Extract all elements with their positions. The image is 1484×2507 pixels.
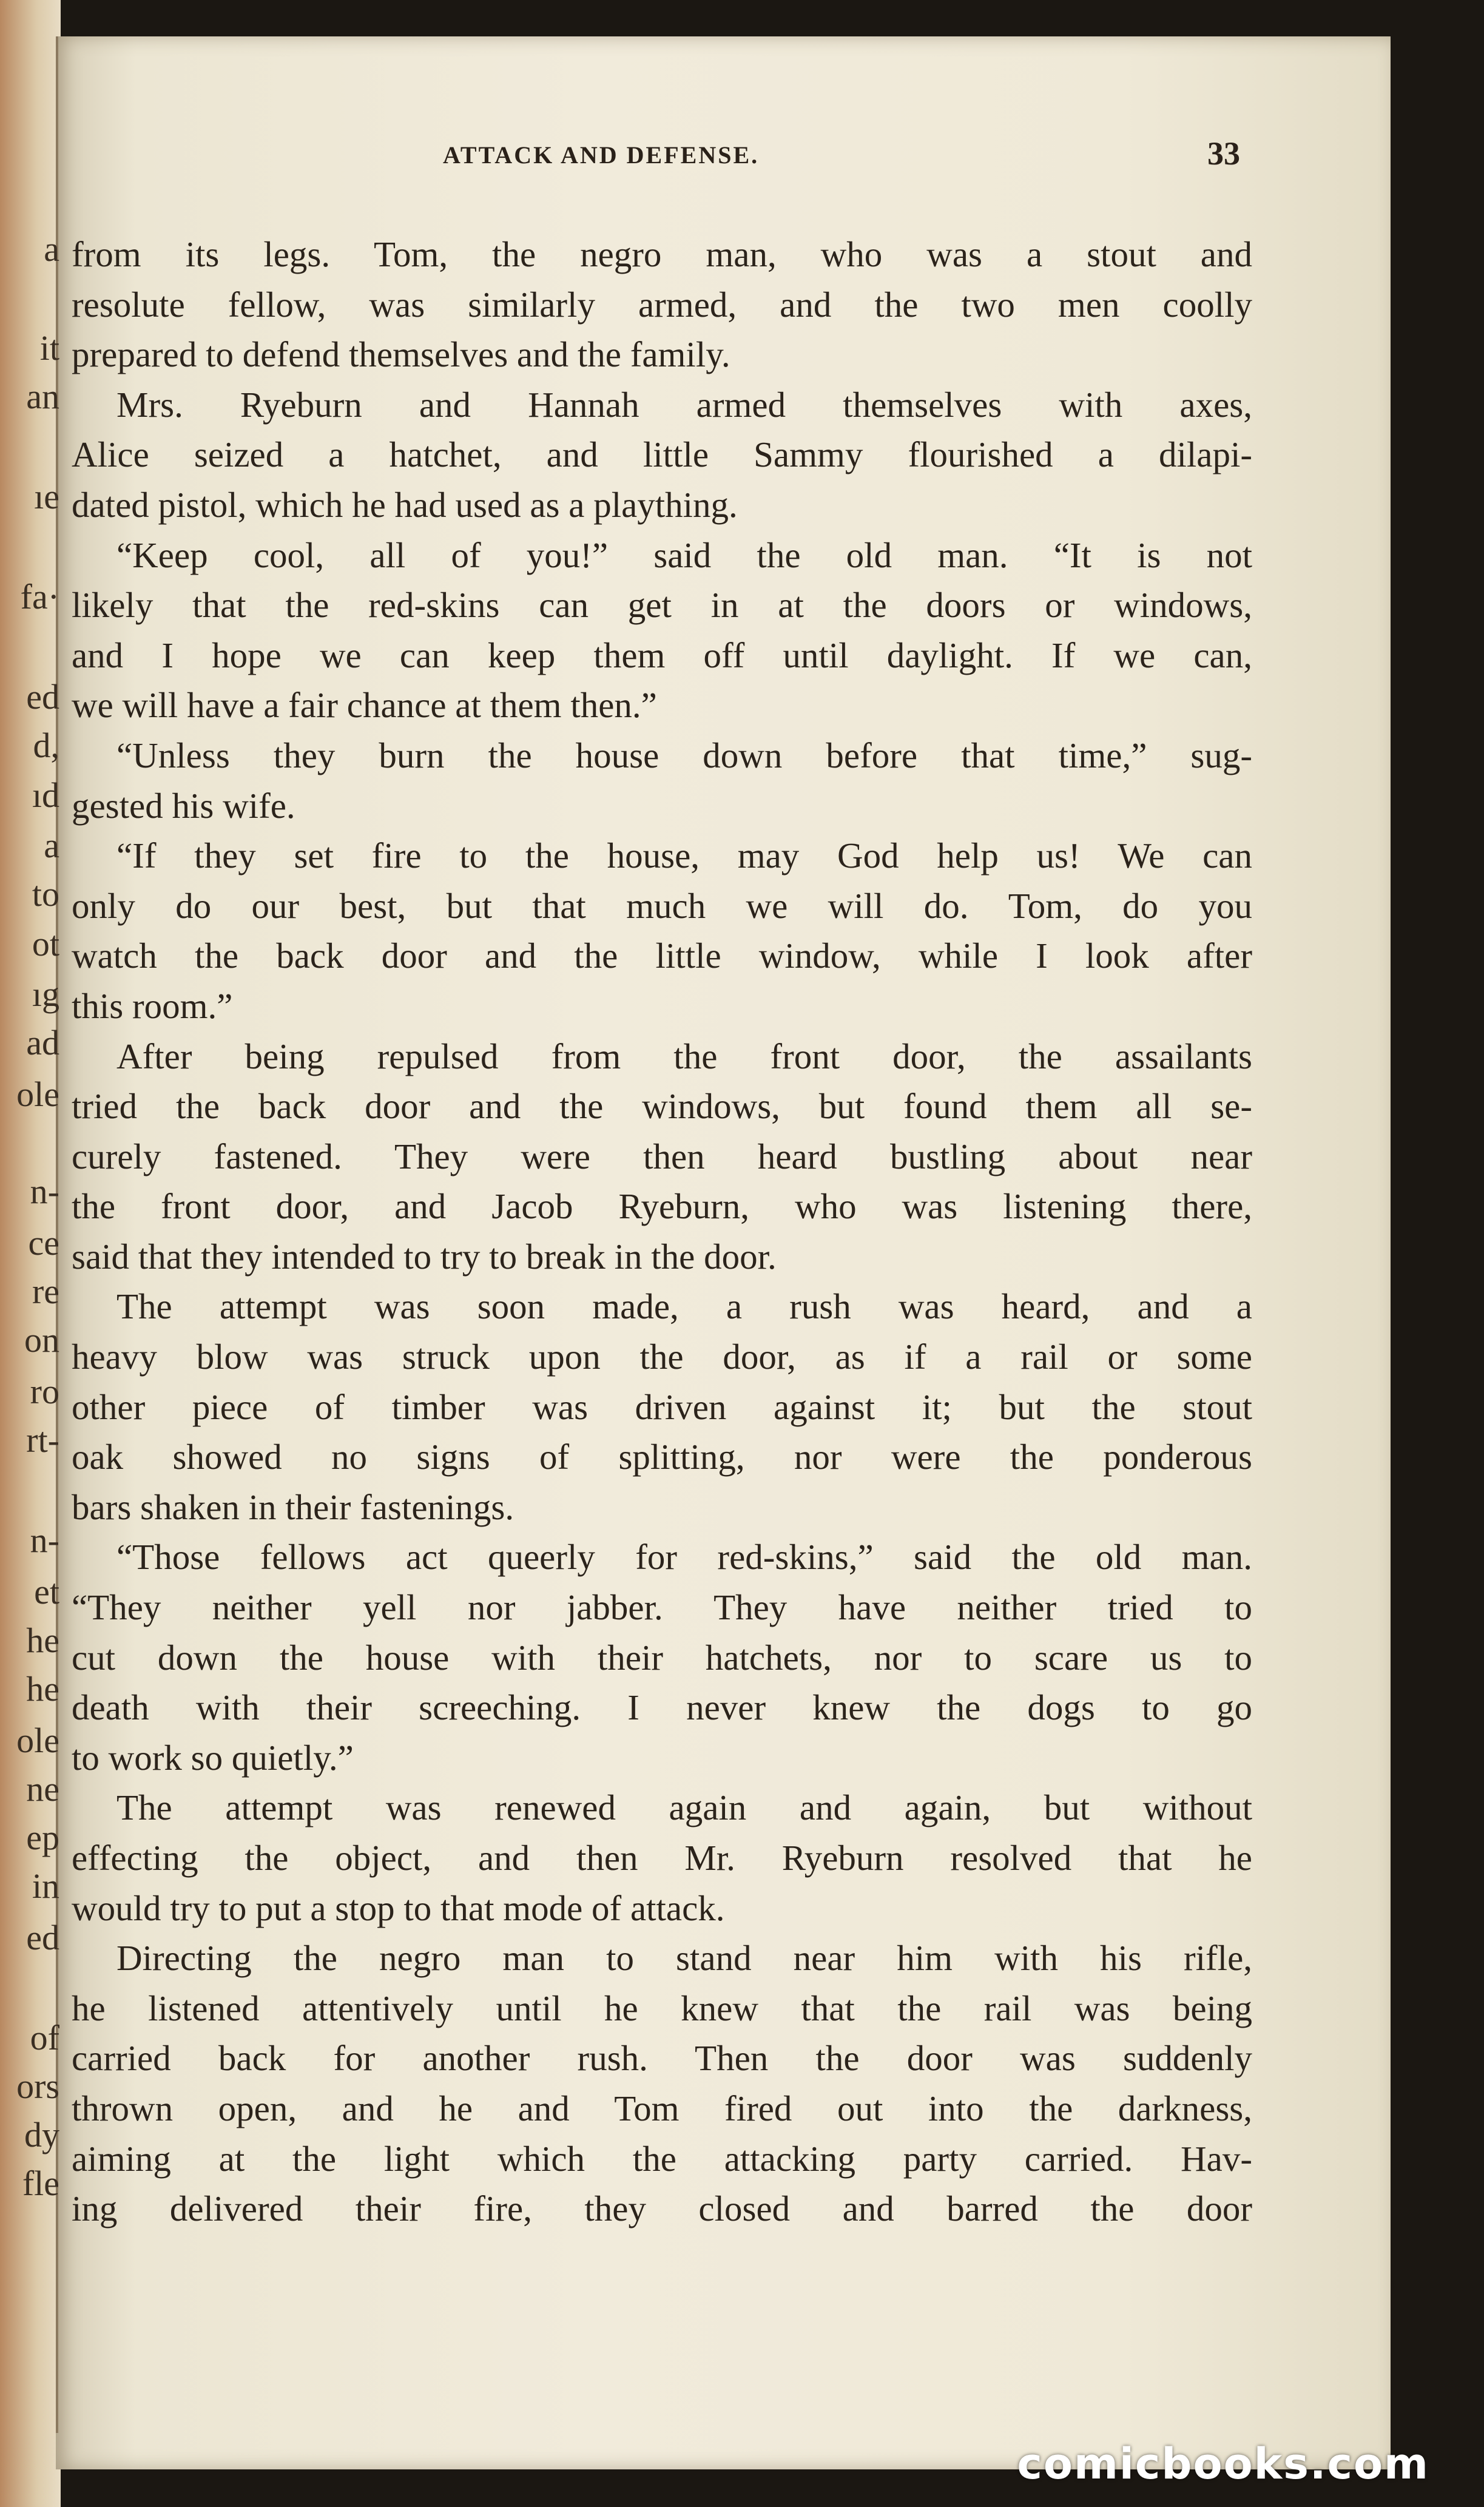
- body-text: [72, 229, 1252, 2234]
- text-line: dated pistol, which he had used as a plaything.: [72, 484, 738, 525]
- margin-fragment: a: [44, 826, 59, 865]
- text-line: “Keep cool, all of you!” said the old man. “It is not: [116, 535, 1252, 575]
- text-line: gested his wife.: [72, 785, 295, 826]
- margin-fragment: dy: [24, 2115, 59, 2154]
- text-line: would try to put a stop to that mode of attack.: [72, 1888, 725, 1928]
- text-line: “Unless they burn the house down before that time,” sug-: [116, 735, 1252, 775]
- margin-fragment: ad: [26, 1023, 59, 1062]
- margin-fragment: to: [32, 874, 59, 914]
- watermark: comicbooks.com: [1017, 2439, 1429, 2489]
- margin-fragment: n-: [30, 1520, 59, 1560]
- background-edge: [1391, 0, 1484, 2507]
- margin-fragment: ed: [26, 677, 59, 717]
- margin-fragment: it: [39, 328, 59, 368]
- margin-fragment: ne: [26, 1769, 59, 1809]
- margin-fragment: ro: [30, 1372, 59, 1411]
- margin-fragment: ole: [16, 1721, 59, 1760]
- page-number: 33: [1207, 135, 1240, 172]
- text-line: “If they set fire to the house, may God help us! We can: [116, 835, 1252, 876]
- text-line: bars shaken in their fastenings.: [72, 1486, 514, 1527]
- text-line: to work so quietly.”: [72, 1737, 354, 1778]
- text-line: curely fastened. They were then heard bustling about near: [72, 1136, 1252, 1176]
- margin-fragment: ed: [26, 1918, 59, 1957]
- text-line: ing delivered their fire, they closed and barred the door: [72, 2188, 1252, 2229]
- margin-fragment: on: [24, 1320, 59, 1360]
- text-line: and I hope we can keep them off until daylight. If we can,: [72, 635, 1252, 675]
- text-line: prepared to defend themselves and the family.: [72, 334, 730, 375]
- margin-fragment: ıe: [34, 477, 59, 516]
- text-line: “Those fellows act queerly for red-skins,” said the old man.: [116, 1537, 1252, 1577]
- text-line: this room.”: [72, 985, 233, 1026]
- margin-fragment: a: [44, 229, 59, 269]
- text-line: Directing the negro man to stand near him with his rifle,: [116, 1938, 1252, 1979]
- running-head: ATTACK AND DEFENSE.: [443, 141, 760, 169]
- text-line: The attempt was renewed again and again, but without: [116, 1787, 1252, 1828]
- text-line: carried back for another rush. Then the door was suddenly: [72, 2038, 1252, 2079]
- text-line: Mrs. Ryeburn and Hannah armed themselves with axes,: [116, 384, 1252, 425]
- margin-fragment: fa·: [20, 577, 59, 616]
- margin-fragment: of: [30, 2018, 59, 2057]
- text-line: thrown open, and he and Tom fired out into the darkness,: [72, 2088, 1252, 2128]
- text-line: aiming at the light which the attacking party carried. Hav-: [72, 2138, 1252, 2179]
- margin-fragment: rt-: [26, 1420, 59, 1460]
- text-line: The attempt was soon made, a rush was heard, and a: [116, 1286, 1252, 1327]
- margin-fragment: re: [32, 1272, 59, 1311]
- text-line: only do our best, but that much we will do. Tom, do you: [72, 885, 1252, 926]
- text-line: we will have a fair chance at them then.”: [72, 685, 657, 726]
- margin-fragment: an: [26, 377, 59, 416]
- text-line: likely that the red-skins can get in at the doors or windows,: [72, 585, 1252, 626]
- text-line: watch the back door and the little window, while I look after: [72, 936, 1252, 976]
- margin-fragment: ep: [26, 1818, 59, 1857]
- margin-fragment: ce: [28, 1223, 59, 1263]
- margin-fragment: ole: [16, 1075, 59, 1114]
- margin-fragment: ot: [32, 924, 59, 963]
- margin-fragment: ors: [16, 2067, 59, 2106]
- text-line: “They neither yell nor jabber. They have neither tried to: [72, 1587, 1252, 1628]
- text-line: the front door, and Jacob Ryeburn, who was listening there,: [72, 1186, 1252, 1227]
- text-line: heavy blow was struck upon the door, as if a rail or some: [72, 1337, 1252, 1377]
- text-line: oak showed no signs of splitting, nor were the ponderous: [72, 1437, 1252, 1477]
- margin-fragment: ıd: [32, 775, 59, 815]
- text-line: cut down the house with their hatchets, nor to scare us to: [72, 1637, 1252, 1678]
- text-line: said that they intended to try to break in the door.: [72, 1236, 777, 1277]
- text-line: effecting the object, and then Mr. Ryeburn resolved that he: [72, 1838, 1252, 1878]
- text-line: death with their screeching. I never knew the dogs to go: [72, 1687, 1252, 1728]
- text-line: After being repulsed from the front door, the assailants: [116, 1036, 1252, 1076]
- margin-fragment: et: [34, 1572, 59, 1611]
- text-line: he listened attentively until he knew that the rail was being: [72, 1988, 1252, 2028]
- margin-fragment: in: [32, 1866, 59, 1906]
- text-line: from its legs. Tom, the negro man, who was a stout and: [72, 234, 1252, 274]
- margin-fragment: d,: [33, 726, 59, 765]
- text-line: resolute fellow, was similarly armed, and the two men coolly: [72, 284, 1252, 325]
- margin-fragment: fle: [22, 2164, 59, 2203]
- text-line: tried the back door and the windows, but found them all se-: [72, 1086, 1252, 1127]
- margin-fragment: he: [26, 1621, 59, 1660]
- text-line: other piece of timber was driven against it; but the stout: [72, 1386, 1252, 1427]
- margin-fragment: he: [26, 1669, 59, 1709]
- text-line: Alice seized a hatchet, and little Sammy flourished a dilapi-: [72, 434, 1252, 475]
- margin-fragment: ıg: [32, 974, 59, 1014]
- margin-fragment: n-: [30, 1172, 59, 1211]
